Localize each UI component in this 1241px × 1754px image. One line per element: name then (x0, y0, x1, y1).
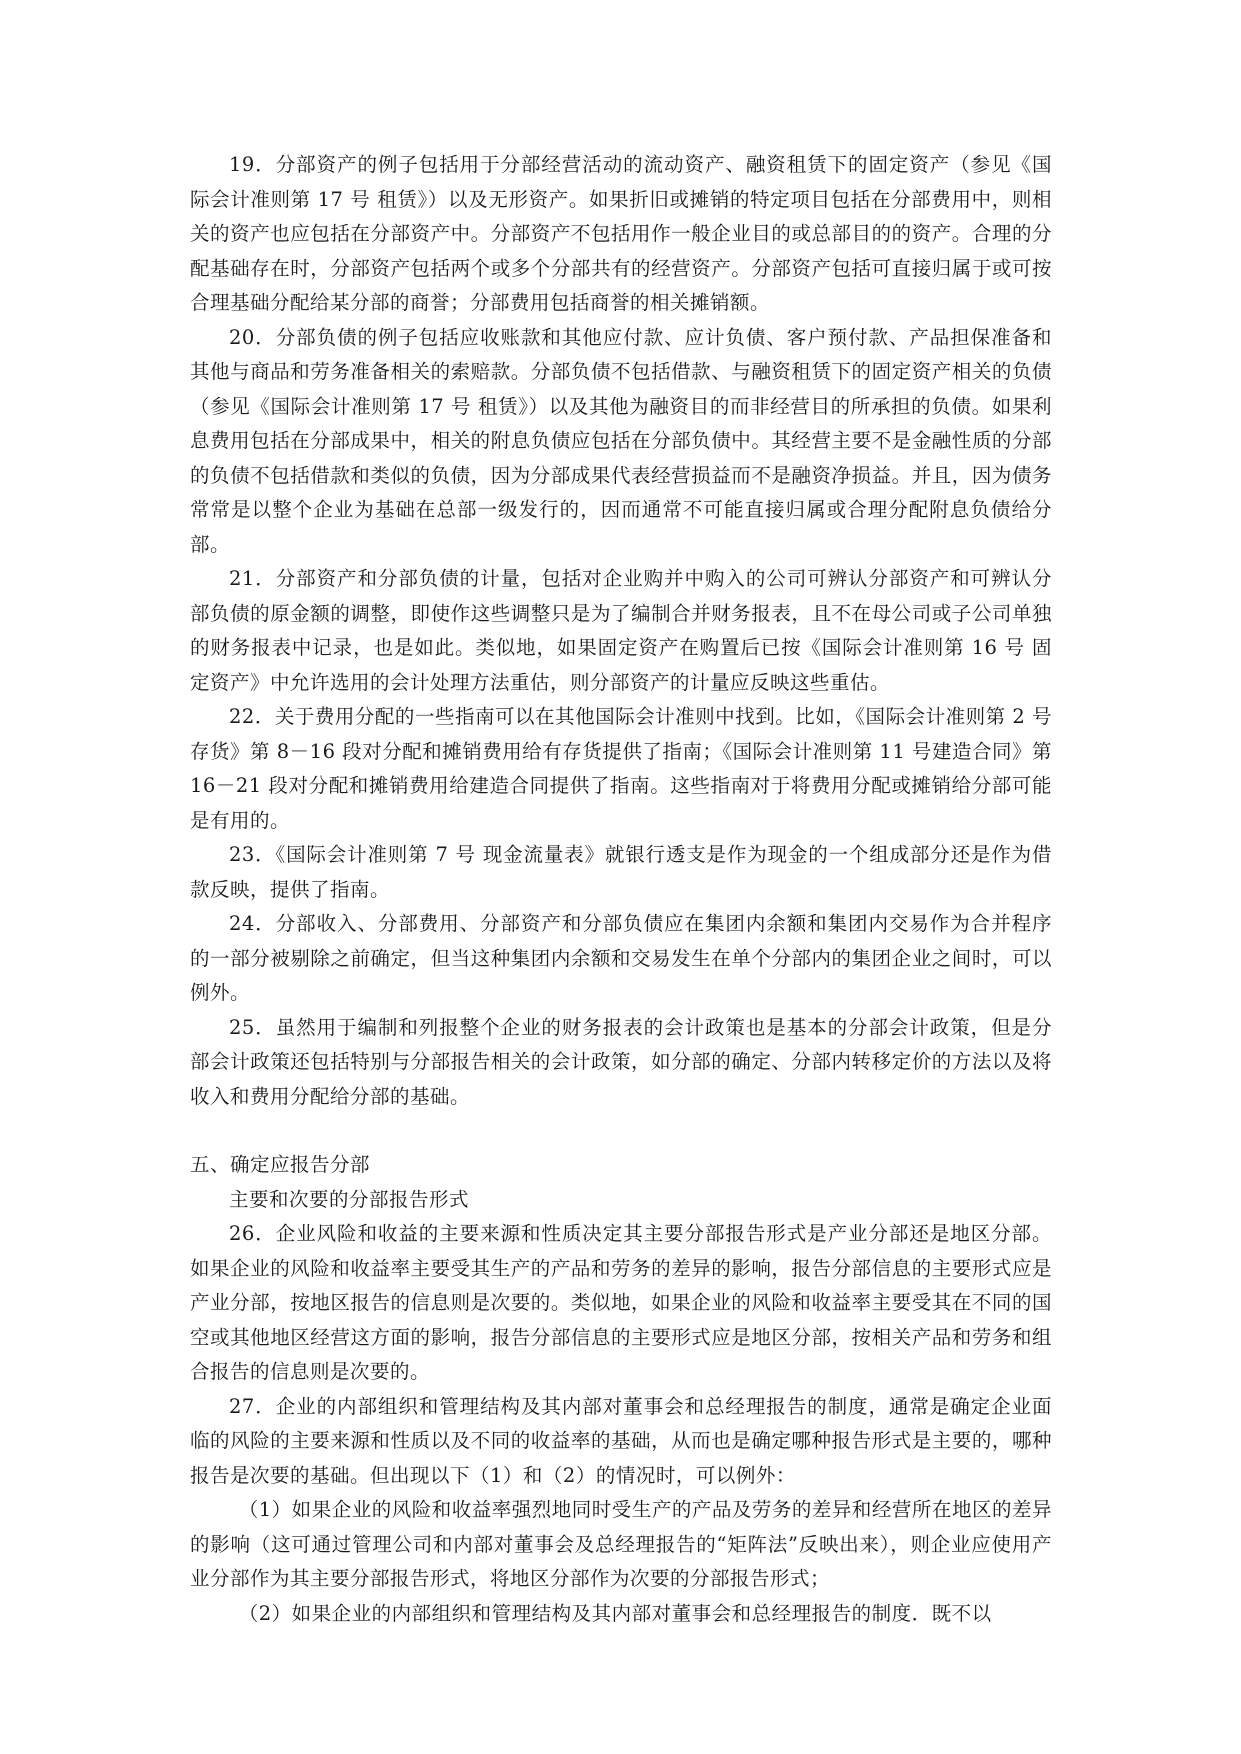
paragraph-24: 24．分部收入、分部费用、分部资产和分部负债应在集团内余额和集团内交易作为合并程序的一部分被剔除之前确定，但当这种集团内余额和交易发生在单个分部内的集团企业之间时，可以例外。 (190, 912, 1052, 1004)
paragraph-19: 19．分部资产的例子包括用于分部经营活动的流动资产、融资租赁下的固定资产（参见《国际会计准则第 17 号 租赁》）以及无形资产。如果折旧或摊销的特定项目包括在分部费用中，则相关的资产也应包括在分部资产中。分部资产不包括用作一般企业目的或总部目的的资产。合理的分配基础存在时，分部资产包括两个或多个分部共有的经营资产。分部资产包括可直接归属于或可按合理基础分配给某分部的商誉；分部费用包括商誉的相关摊销额。 (190, 153, 1052, 314)
paragraph-27: 27．企业的内部组织和管理结构及其内部对董事会和总经理报告的制度，通常是确定企业面临的风险的主要来源和性质以及不同的收益率的基础，从而也是确定哪种报告形式是主要的，哪种报告是次要的基础。但出现以下（1）和（2）的情况时，可以例外： (190, 1394, 1052, 1487)
sub-item-1: （1）如果企业的风险和收益率强烈地同时受生产的产品及劳务的差异和经营所在地区的差异的影响（这可通过管理公司和内部对董事会及总经理报告的“矩阵法”反映出来），则企业应使用产业分部作为其主要分部报告形式，将地区分部作为次要的分部报告形式； (190, 1498, 1052, 1590)
sub-heading: 主要和次要的分部报告形式 (229, 1187, 470, 1211)
paragraph-20: 20．分部负债的例子包括应收账款和其他应付款、应计负债、客户预付款、产品担保准备和其他与商品和劳务准备相关的索赔款。分部负债不包括借款、与融资租赁下的固定资产相关的负债（参见《国际会计准则第 17 号 租赁》）以及其他为融资目的而非经营目的所承担的负债。如果利息费用包括在分部成果中，相关的附息负债应包括在分部负债中。其经营主要不是金融性质的分部的负债不包括借款和类似的负债，因为分部成果代表经营损益而不是融资净损益。并且，因为债务常常是以整个企业为基础在总部一级发行的，因而通常不可能直接归属或合理分配附息负债给分部。 (190, 325, 1052, 556)
document-page (190, 148, 1052, 1631)
paragraph-26: 26．企业风险和收益的主要来源和性质决定其主要分部报告形式是产业分部还是地区分部。如果企业的风险和收益率主要受其生产的产品和劳务的差异的影响，报告分部信息的主要形式应是产业分部，按地区报告的信息则是次要的。类似地，如果企业的风险和收益率主要受其在不同的国空或其他地区经营这方面的影响，报告分部信息的主要形式应是地区分部，按相关产品和劳务和组合报告的信息则是次要的。 (190, 1222, 1052, 1383)
section-heading: 五、确定应报告分部 (190, 1153, 371, 1176)
paragraph-23: 23．《国际会计准则第 7 号 现金流量表》就银行透支是作为现金的一个组成部分还是作为借款反映，提供了指南。 (190, 843, 1052, 901)
paragraph-25: 25．虽然用于编制和列报整个企业的财务报表的会计政策也是基本的分部会计政策，但是分部会计政策还包括特别与分部报告相关的会计政策，如分部的确定、分部内转移定价的方法以及将收入和费用分配给分部的基础。 (190, 1015, 1052, 1108)
sub-item-2: （2）如果企业的内部组织和管理结构及其内部对董事会和总经理报告的制度．既不以 (238, 1601, 992, 1625)
paragraph-22: 22．关于费用分配的一些指南可以在其他国际会计准则中找到。比如，《国际会计准则第 2 号 存货》第 8－16 段对分配和摊销费用给有存货提供了指南；《国际会计准则第 11 号建造合同》第 16－21 段对分配和摊销费用给建造合同提供了指南。这些指南对于将费用分配或摊销给分部可能是有用的。 (190, 705, 1052, 832)
paragraph-21: 21．分部资产和分部负债的计量，包括对企业购并中购入的公司可辨认分部资产和可辨认分部负债的原金额的调整，即使作这些调整只是为了编制合并财务报表，且不在母公司或子公司单独的财务报表中记录，也是如此。类似地，如果固定资产在购置后已按《国际会计准则第 16 号 固定资产》中允许选用的会计处理方法重估，则分部资产的计量应反映这些重估。 (190, 567, 1052, 694)
